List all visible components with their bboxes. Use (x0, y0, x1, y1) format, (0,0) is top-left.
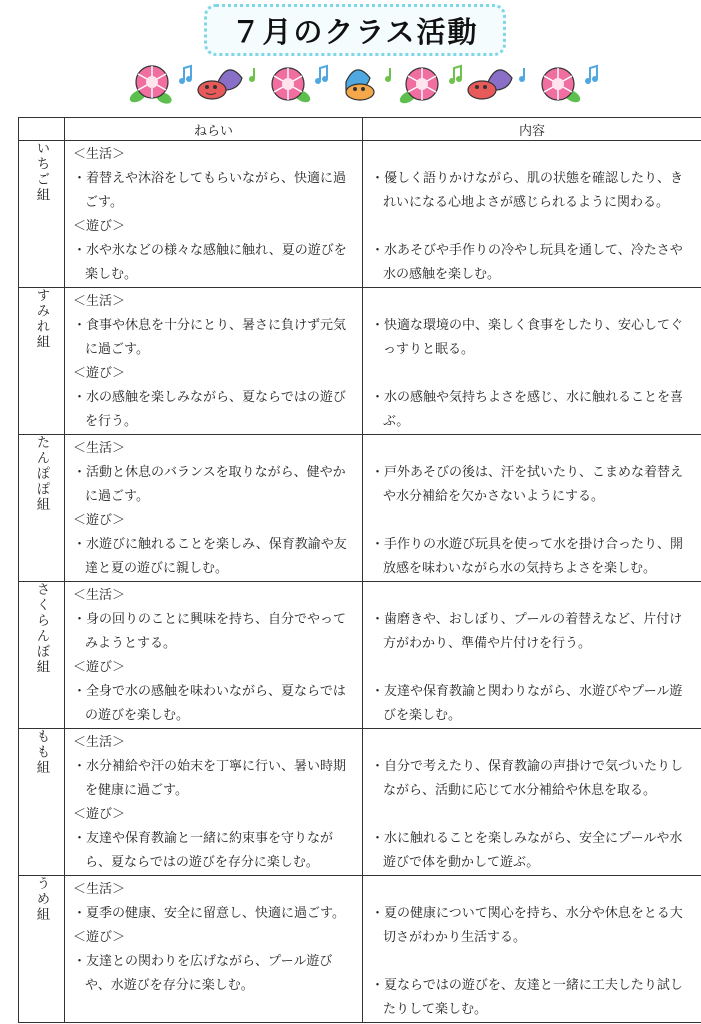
life-label: ＜生活＞ (73, 882, 126, 897)
spacer (369, 950, 695, 974)
content-play: ・夏ならではの遊びを、友達と一緒に工夫したり試したりして楽しむ。 (371, 978, 683, 1017)
content-cell (363, 288, 701, 435)
table-row (19, 729, 701, 876)
spacer (369, 731, 695, 755)
aims-life: ・水分補給や汗の始末を丁寧に行い、暑い時期を健康に過ごす。 (73, 759, 347, 798)
spacer (369, 290, 695, 314)
spacer (369, 509, 695, 533)
content-life: ・優しく語りかけながら、肌の状態を確認したり、きれいになる心地よさが感じられるように関わる。 (371, 171, 684, 210)
content-cell (363, 435, 701, 582)
aims-cell (65, 141, 363, 288)
aims-cell (65, 876, 363, 1023)
aims-play: ・全身で水の感触を味わいながら、夏ならではの遊びを楽しむ。 (73, 684, 346, 723)
spacer (369, 437, 695, 461)
hermit-crab-icon (468, 70, 512, 99)
group-name: いちご組 (33, 141, 50, 203)
group-cell (19, 876, 65, 1023)
morning-glory-icon (398, 68, 438, 106)
content-play: ・友達や保育教諭と関わりながら、水遊びやプール遊びを楽しむ。 (371, 684, 683, 723)
group-name: うめ組 (33, 876, 50, 923)
life-label: ＜生活＞ (73, 735, 126, 750)
group-name: すみれ組 (33, 288, 50, 350)
aims-cell (65, 288, 363, 435)
group-cell (19, 435, 65, 582)
group-cell (19, 729, 65, 876)
music-note-icon (249, 68, 255, 82)
hermit-crab-icon (346, 70, 374, 100)
decoration-strip (120, 58, 600, 110)
aims-life: ・身の回りのことに興味を持ち、自分でやってみようとする。 (73, 612, 347, 651)
morning-glory-icon (128, 66, 174, 106)
life-label: ＜生活＞ (73, 294, 126, 309)
play-label: ＜遊び＞ (73, 366, 126, 381)
content-cell (363, 582, 701, 729)
aims-life: ・着替えや沐浴をしてもらいながら、快適に過ごす。 (73, 171, 347, 210)
spacer (369, 584, 695, 608)
content-life: ・快適な環境の中、楽しく食事をしたり、安心してぐっすりと眠る。 (371, 318, 684, 357)
table-row (19, 288, 701, 435)
content-cell (363, 141, 701, 288)
header-group (19, 118, 65, 141)
music-note-icon (385, 68, 391, 82)
content-life: ・歯磨きや、おしぼり、プールの着替えなど、片付け方がわかり、準備や片付けを行う。 (371, 612, 683, 651)
music-note-icon (315, 66, 328, 84)
content-cell (363, 876, 701, 1023)
group-cell (19, 141, 65, 288)
spacer (369, 362, 695, 386)
play-label: ＜遊び＞ (73, 930, 126, 945)
spacer (369, 656, 695, 680)
aims-play: ・友達や保育教諭と一緒に約束事を守りながら、夏ならではの遊びを存分に楽しむ。 (73, 831, 334, 870)
spacer (369, 878, 695, 902)
spacer (369, 803, 695, 827)
play-label: ＜遊び＞ (73, 513, 126, 528)
aims-life: ・夏季の健康、安全に留意し、快適に過ごす。 (73, 906, 345, 921)
content-cell (363, 729, 701, 876)
table-row (19, 141, 701, 288)
table-row (19, 582, 701, 729)
group-name: たんぽぽ組 (33, 435, 50, 513)
music-note-icon (449, 66, 462, 84)
content-life: ・夏の健康について関心を持ち、水分や休息をとる大切さがわかり生活する。 (371, 906, 683, 945)
aims-cell (65, 729, 363, 876)
aims-cell (65, 582, 363, 729)
content-life: ・自分で考えたり、保育教諭の声掛けで気づいたりしながら、活動に応じて水分補給や休息を取る。 (371, 759, 684, 798)
content-life: ・戸外あそびの後は、汗を拭いたり、こまめな着替えや水分補給を欠かさないようにする。 (371, 465, 684, 504)
play-label: ＜遊び＞ (73, 660, 126, 675)
content-play: ・水の感触や気持ちよさを感じ、水に触れることを喜ぶ。 (371, 390, 684, 429)
morning-glory-icon (272, 68, 312, 105)
class-activity-table (18, 117, 701, 1023)
spacer (369, 143, 695, 167)
aims-play: ・水や氷などの様々な感触に触れ、夏の遊びを楽しむ。 (73, 243, 347, 282)
aims-life: ・食事や休息を十分にとり、暑さに負けず元気に過ごす。 (73, 318, 347, 357)
group-cell (19, 288, 65, 435)
play-label: ＜遊び＞ (73, 219, 126, 234)
life-label: ＜生活＞ (73, 588, 126, 603)
content-play: ・水あそびや手作りの冷やし玩具を通して、冷たさや水の感触を楽しむ。 (371, 243, 683, 282)
play-label: ＜遊び＞ (73, 807, 126, 822)
aims-play: ・水遊びに触れることを楽しみ、保育教諭や友達と夏の遊びに親しむ。 (73, 537, 347, 576)
music-note-icon (519, 68, 525, 82)
group-name: もも組 (33, 729, 50, 776)
content-play: ・手作りの水遊び玩具を使って水を掛け合ったり、開放感を味わいながら水の気持ちよさを楽しむ。 (371, 537, 684, 576)
life-label: ＜生活＞ (73, 441, 126, 456)
music-note-icon (585, 66, 598, 84)
table-row (19, 435, 701, 582)
page-title: ７月のクラス活動 (231, 14, 479, 49)
content-play: ・水に触れることを楽しみながら、安全にプールや水遊びで体を動かして遊ぶ。 (371, 831, 683, 870)
morning-glory-icon (542, 68, 582, 105)
life-label: ＜生活＞ (73, 147, 126, 162)
music-note-icon (179, 66, 192, 84)
aims-play: ・友達との関わりを広げながら、プール遊びや、水遊びを存分に楽しむ。 (73, 954, 333, 993)
group-cell (19, 582, 65, 729)
spacer (369, 215, 695, 239)
table-row (19, 876, 701, 1023)
aims-play: ・水の感触を楽しみながら、夏ならではの遊びを行う。 (73, 390, 346, 429)
aims-life: ・活動と休息のバランスを取りながら、健やかに過ごす。 (73, 465, 346, 504)
group-name: さくらんぼ組 (33, 582, 50, 675)
header-content: 内容 (363, 118, 701, 141)
hermit-crab-icon (198, 70, 242, 99)
header-aims: ねらい (65, 118, 363, 141)
table-header-row (19, 118, 701, 141)
aims-cell (65, 435, 363, 582)
title-banner (204, 4, 506, 56)
